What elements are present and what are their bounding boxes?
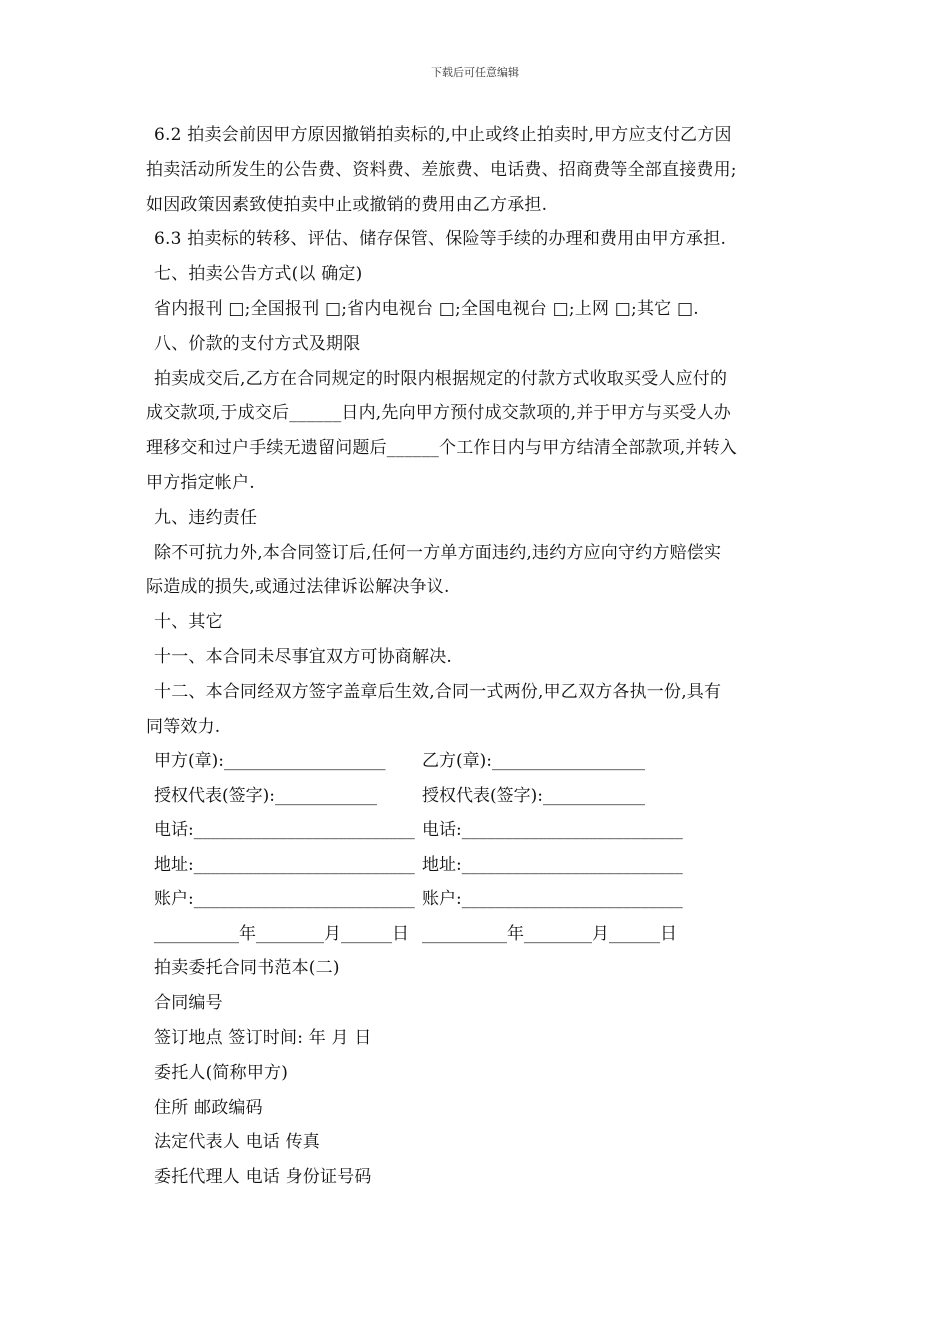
account-a: 账户:__________________________ [154,889,415,910]
address-line: 住所 邮政编码 [154,1097,263,1118]
section-12-line-1: 十二、本合同经双方签字盖章后生效,合同一式两份,甲乙双方各执一份,具有 [154,681,722,702]
clause-6-2-line-1: 6.2 拍卖会前因甲方原因撤销拍卖标的,中止或终止拍卖时,甲方应支付乙方因 [154,125,732,145]
phone-a: 电话:__________________________ [154,820,415,841]
section-8-line-2: 成交款项,于成交后______日内,先向甲方预付成交款项的,并于甲方与买受人办 [146,403,732,424]
address-a: 地址:__________________________ [154,854,415,875]
rep-b-sign: 授权代表(签字):____________ [422,785,645,806]
clause-6-3: 6.3 拍卖标的转移、评估、储存保管、保险等手续的办理和费用由甲方承担. [154,229,727,250]
section-10-title: 十、其它 [154,612,223,633]
clause-6-2-line-2: 拍卖活动所发生的公告费、资料费、差旅费、电话费、招商费等全部直接费用; [146,159,737,180]
legal-rep-line: 法定代表人 电话 传真 [154,1132,321,1153]
section-8-line-1: 拍卖成交后,乙方在合同规定的时限内根据规定的付款方式收取买受人应付的 [154,368,728,389]
account-b: 账户:__________________________ [422,889,683,910]
date-a: __________年________月______日 [154,923,409,944]
contract-number: 合同编号 [154,993,223,1014]
section-7-title: 七、拍卖公告方式(以 确定) [154,264,363,285]
clause-6-2-line-3: 如因政策因素致使拍卖中止或撤销的费用由乙方承担. [146,194,548,215]
phone-b: 电话:__________________________ [422,820,683,841]
party-b-seal: 乙方(章):__________________ [422,751,645,772]
section-12-line-2: 同等效力. [146,716,221,737]
section-7-options: 省内报刊 □;全国报刊 □;省内电视台 □;全国电视台 □;上网 □;其它 □. [154,298,699,319]
signature-rep-row [146,779,812,814]
date-b: __________年________月______日 [422,923,677,944]
signature-account-row [146,882,812,917]
signature-address-row [146,848,812,883]
section-8-line-3: 理移交和过户手续无遗留问题后______个工作日内与甲方结清全部款项,并转入 [146,438,738,459]
section-8-line-4: 甲方指定帐户. [146,472,255,493]
address-b: 地址:__________________________ [422,854,683,875]
section-9-line-1: 除不可抗力外,本合同签订后,任何一方单方面违约,违约方应向守约方赔偿实 [154,542,722,563]
agent-line: 委托代理人 电话 身份证号码 [154,1167,372,1188]
section-9-line-2: 际造成的损失,或通过法律诉讼解决争议. [146,577,450,598]
signature-date-row [146,917,812,952]
page-header: 下载后可任意编辑 [431,66,519,79]
signature-party-row [146,744,812,779]
section-9-title: 九、违约责任 [154,507,258,528]
rep-a-sign: 授权代表(签字):____________ [154,785,377,806]
signature-phone-row [146,813,812,848]
second-contract-title: 拍卖委托合同书范本(二) [154,958,340,979]
document-body [146,118,812,1195]
party-a-seal: 甲方(章):___________________ [154,751,386,772]
section-8-title: 八、价款的支付方式及期限 [154,333,361,354]
client-line: 委托人(简称甲方) [154,1062,289,1083]
signing-place-time: 签订地点 签订时间: 年 月 日 [154,1027,372,1048]
section-11: 十一、本合同未尽事宜双方可协商解决. [154,646,453,667]
